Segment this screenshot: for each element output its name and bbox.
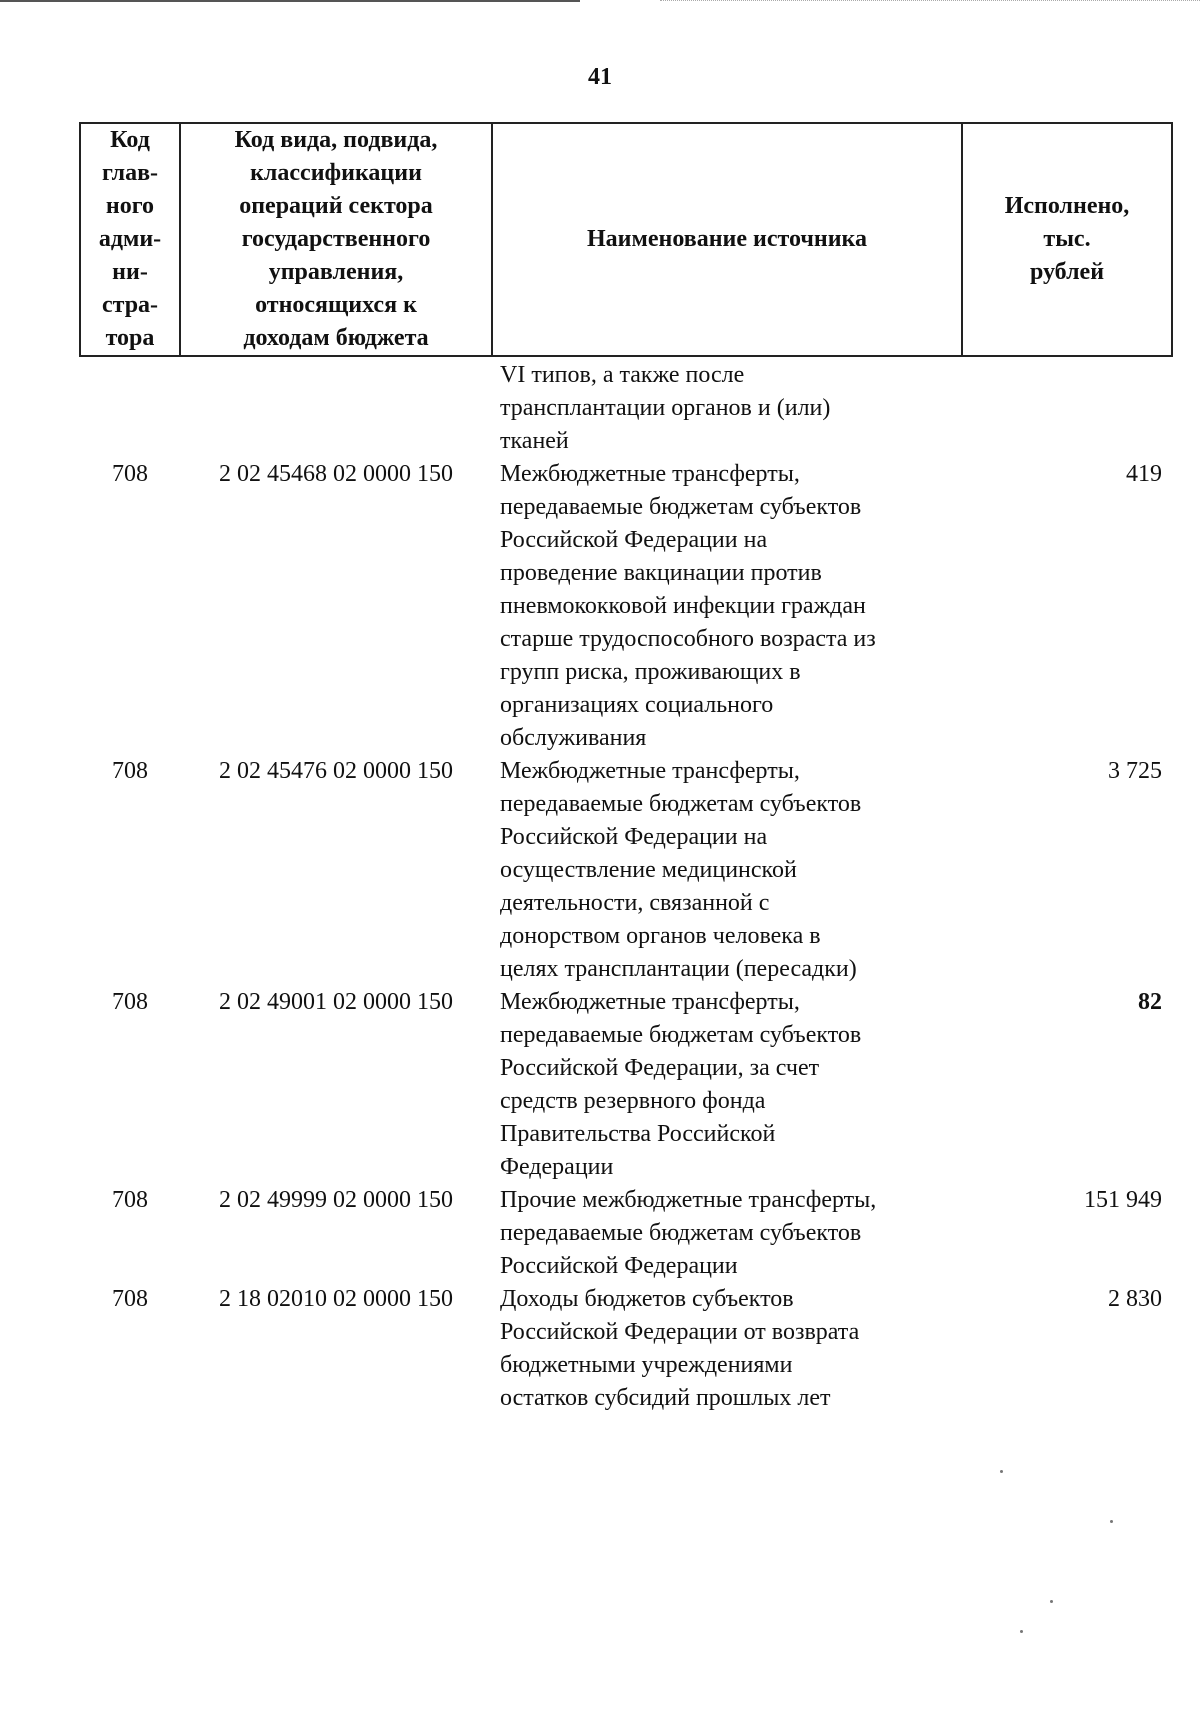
table-row bbox=[80, 1184, 1172, 1283]
header-revenue-code bbox=[180, 123, 492, 356]
source-name-line: организациях социального bbox=[500, 692, 774, 718]
header-admin-line: Код bbox=[110, 127, 150, 153]
table-row bbox=[80, 986, 1172, 1184]
source-name-line: Федерации bbox=[500, 1154, 614, 1180]
header-amount-line: рублей bbox=[1029, 259, 1105, 285]
source-name-line: передаваемые бюджетам субъектов bbox=[500, 494, 862, 520]
scan-speck bbox=[1110, 1520, 1113, 1523]
source-name-line: проведение вакцинации против bbox=[500, 560, 822, 586]
header-code-line: операций сектора bbox=[239, 193, 433, 219]
source-name-cell bbox=[492, 986, 962, 1184]
admin-code-cell: 708 bbox=[112, 461, 148, 487]
admin-code-cell: 708 bbox=[112, 1286, 148, 1312]
continuation-amount bbox=[962, 356, 1172, 458]
continuation-code bbox=[180, 356, 492, 458]
source-name-line: Прочие межбюджетные трансферты, bbox=[500, 1187, 877, 1213]
header-amount-line: тыс. bbox=[1043, 226, 1091, 252]
continuation-row bbox=[80, 356, 1172, 458]
header-code-line: доходам бюджета bbox=[243, 325, 429, 351]
source-name-line: передаваемые бюджетам субъектов bbox=[500, 1022, 862, 1048]
revenue-code-cell: 2 02 49999 02 0000 150 bbox=[219, 1187, 453, 1213]
source-name-cell bbox=[492, 458, 962, 755]
header-admin-code bbox=[80, 123, 180, 356]
header-amount-line: Исполнено, bbox=[1004, 193, 1130, 219]
header-code-line: классификации bbox=[250, 160, 422, 186]
scan-speck bbox=[1050, 1600, 1053, 1603]
header-admin-line: ни- bbox=[112, 259, 148, 285]
header-admin-line: адми- bbox=[98, 226, 162, 252]
scan-speck bbox=[1020, 1630, 1023, 1633]
amount-cell: 3 725 bbox=[1108, 758, 1162, 784]
admin-code-cell: 708 bbox=[112, 989, 148, 1015]
header-amount bbox=[962, 123, 1172, 356]
source-name-line: Межбюджетные трансферты, bbox=[500, 758, 800, 784]
revenue-code-cell: 2 02 49001 02 0000 150 bbox=[219, 989, 453, 1015]
source-name-line: осуществление медицинской bbox=[500, 857, 797, 883]
table-body bbox=[80, 356, 1172, 1415]
source-name-line: Российской Федерации на bbox=[500, 527, 768, 553]
scan-top-edge-right bbox=[660, 0, 1200, 1]
source-name-line: Межбюджетные трансферты, bbox=[500, 461, 800, 487]
table-header-row bbox=[80, 123, 1172, 356]
source-name-line: пневмококковой инфекции граждан bbox=[500, 593, 866, 619]
source-name-line: остатков субсидий прошлых лет bbox=[500, 1385, 831, 1411]
continuation-line: трансплантации органов и (или) bbox=[500, 395, 831, 421]
table-row bbox=[80, 1283, 1172, 1415]
source-name-line: средств резервного фонда bbox=[500, 1088, 766, 1114]
source-name-cell bbox=[492, 755, 962, 986]
header-code-line: относящихся к bbox=[255, 292, 417, 318]
revenue-table bbox=[79, 122, 1173, 1415]
source-name-line: Доходы бюджетов субъектов bbox=[500, 1286, 794, 1312]
amount-cell: 419 bbox=[1126, 461, 1162, 487]
admin-code-cell: 708 bbox=[112, 758, 148, 784]
header-code-line: государственного bbox=[241, 226, 431, 252]
revenue-code-cell: 2 02 45468 02 0000 150 bbox=[219, 461, 453, 487]
amount-cell: 151 949 bbox=[1084, 1187, 1162, 1213]
revenue-code-cell: 2 18 02010 02 0000 150 bbox=[219, 1286, 453, 1312]
source-name-line: Российской Федерации от возврата bbox=[500, 1319, 860, 1345]
continuation-admin bbox=[80, 356, 180, 458]
header-code-line: управления, bbox=[268, 259, 404, 285]
header-admin-line: ного bbox=[105, 193, 155, 219]
source-name-line: деятельности, связанной с bbox=[500, 890, 770, 916]
header-admin-line: глав- bbox=[101, 160, 159, 186]
source-name-line: Межбюджетные трансферты, bbox=[500, 989, 800, 1015]
source-name-line: передаваемые бюджетам субъектов bbox=[500, 1220, 862, 1246]
source-name-line: целях трансплантации (пересадки) bbox=[500, 956, 857, 982]
revenue-code-cell: 2 02 45476 02 0000 150 bbox=[219, 758, 453, 784]
continuation-name bbox=[492, 356, 962, 458]
source-name-line: Российской Федерации bbox=[500, 1253, 738, 1279]
amount-cell: 82 bbox=[1138, 989, 1162, 1015]
header-admin-line: стра- bbox=[101, 292, 159, 318]
source-name-line: обслуживания bbox=[500, 725, 647, 751]
header-source-name: Наименование источника bbox=[492, 123, 962, 356]
source-name-line: групп риска, проживающих в bbox=[500, 659, 801, 685]
source-name-line: передаваемые бюджетам субъектов bbox=[500, 791, 862, 817]
continuation-line: VI типов, а также после bbox=[500, 362, 745, 388]
admin-code-cell: 708 bbox=[112, 1187, 148, 1213]
continuation-line: тканей bbox=[500, 428, 569, 454]
amount-cell: 2 830 bbox=[1108, 1286, 1162, 1312]
source-name-line: Российской Федерации, за счет bbox=[500, 1055, 820, 1081]
source-name-line: бюджетными учреждениями bbox=[500, 1352, 793, 1378]
scan-top-edge bbox=[0, 0, 580, 2]
table-row bbox=[80, 458, 1172, 755]
header-admin-line: тора bbox=[105, 325, 155, 351]
source-name-cell bbox=[492, 1184, 962, 1283]
table-row bbox=[80, 755, 1172, 986]
source-name-line: Правительства Российской bbox=[500, 1121, 776, 1147]
source-name-cell bbox=[492, 1283, 962, 1415]
header-code-line: Код вида, подвида, bbox=[234, 127, 438, 153]
source-name-line: Российской Федерации на bbox=[500, 824, 768, 850]
page-number: 41 bbox=[588, 64, 612, 90]
source-name-line: донорством органов человека в bbox=[500, 923, 821, 949]
scan-speck bbox=[1000, 1470, 1003, 1473]
source-name-line: старше трудоспособного возраста из bbox=[500, 626, 876, 652]
